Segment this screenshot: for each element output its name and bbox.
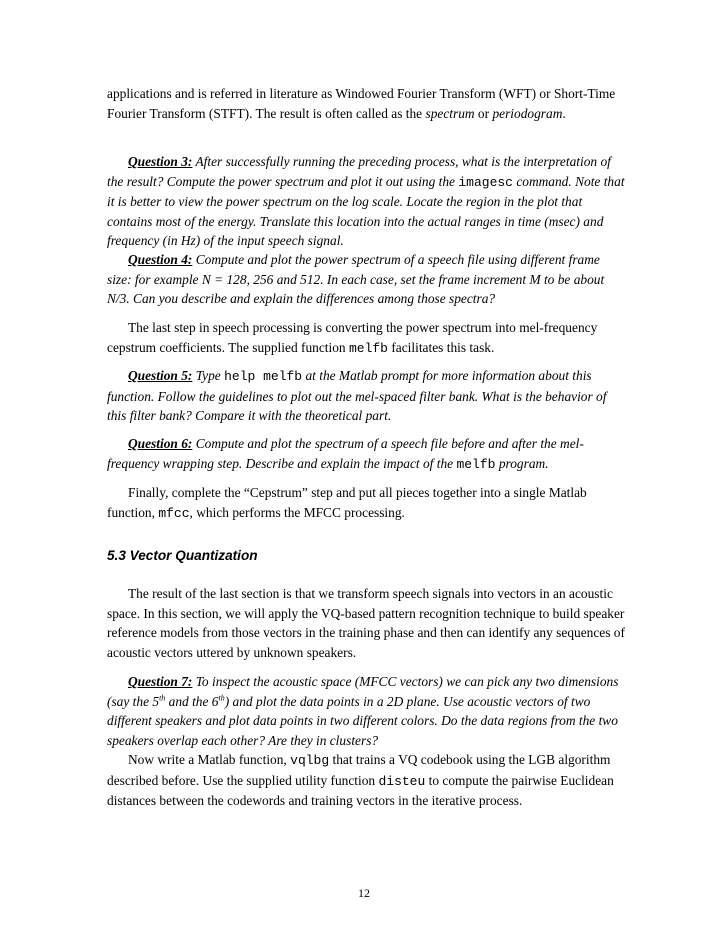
question-7-label: Question 7: [128, 674, 193, 689]
question-7: Question 7: To inspect the acoustic space (MFCC vectors) we can pick any two dimensions (say the 5th and the 6th) and plot the data points in a 2D plane. Use acoustic vectors of two different speakers and plot data points in two different colors. Do the data regions from the two speakers overlap each other? Are they in clusters? [107, 674, 619, 748]
question-6-label: Question 6: [128, 436, 193, 451]
question-3-label: Question 3: [128, 154, 193, 169]
question-5: Question 5: Type help melfb at the Matlab prompt for more information about this function. Follow the guidelines to plot out the mel-spaced filter bank. What is the behavior of this filter bank? Compare it with the theoretical part. [107, 368, 607, 424]
question-4-label: Question 4: [128, 252, 193, 267]
question-6: Question 6: Compute and plot the spectrum of a speech file before and after the mel-frequency wrapping step. Describe and explain the impact of the melfb program. [107, 436, 584, 472]
paragraph-spectrum: applications and is referred in literature as Windowed Fourier Transform (WFT) or Short-Time Fourier Transform (STFT). The result is often called as the spectrum or periodogram. [107, 86, 616, 121]
section-heading: 5.3 Vector Quantization [107, 548, 258, 563]
question-5-label: Question 5: [128, 368, 193, 383]
paragraph-vqlbg: Now write a Matlab function, vqlbg that trains a VQ codebook using the LGB algorithm described before. Use the supplied utility function disteu to compute the pairwise Euclidean distances between the codewords and training vectors in the iterative process. [107, 752, 614, 809]
page-number: 12 [358, 886, 370, 900]
question-4: Question 4: Compute and plot the power spectrum of a speech file using different frame size: for example N = 128, 256 and 512. In each case, set the frame increment M to be about N/3. Can you describe and explain the differences among those spectra? [107, 252, 605, 307]
paragraph-cepstrum: Finally, complete the “Cepstrum” step and put all pieces together into a single Matlab function, mfcc, which performs the MFCC processing. [107, 485, 587, 521]
paragraph-melfb: The last step in speech processing is converting the power spectrum into mel-frequency cepstrum coefficients. The supplied function melfb facilitates this task. [107, 320, 598, 356]
question-3: Question 3: After successfully running the preceding process, what is the interpretation of the result? Compute the power spectrum and plot it out using the imagesc command. Note that it is better to view the power spectrum on the log scale. Locate the region in the plot that contains most of the energy. Translate this location into the actual ranges in time (msec) and frequency (in Hz) of the input speech signal. [107, 154, 625, 249]
paragraph-vq-intro: The result of the last section is that we transform speech signals into vectors in an acoustic space. In this section, we will apply the VQ-based pattern recognition technique to build speaker reference models from those vectors in the training phase and then can identify any sequences of acoustic vectors uttered by unknown speakers. [107, 586, 625, 660]
